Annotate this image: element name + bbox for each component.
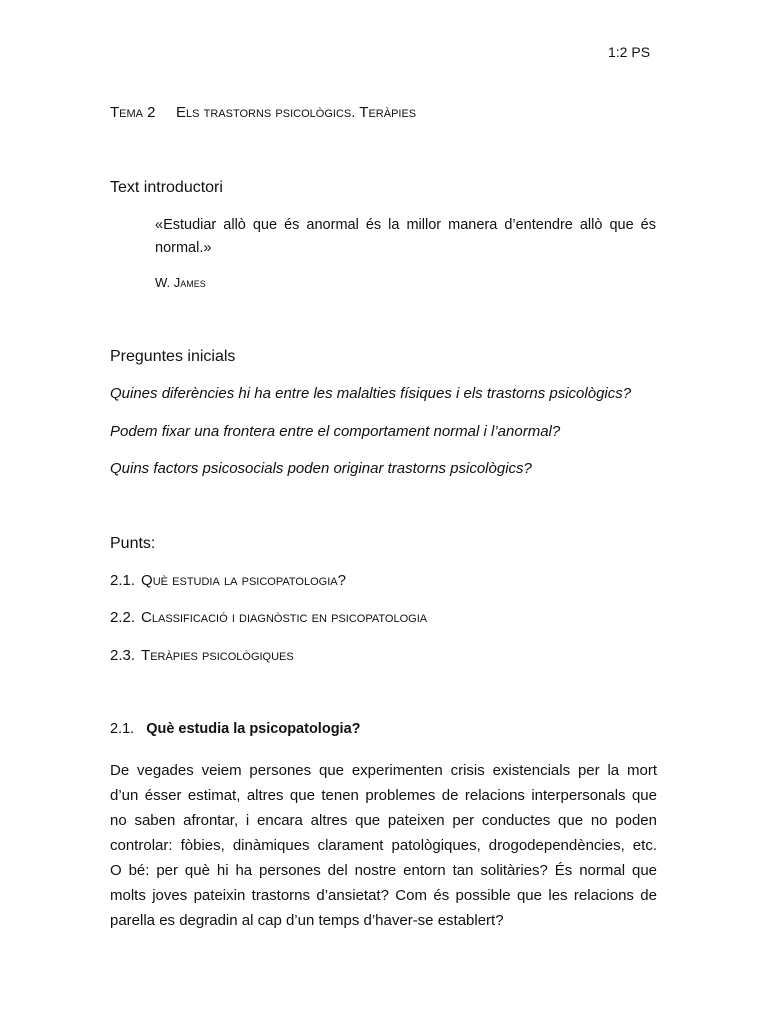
quote-author: W. James [155, 275, 206, 290]
unit-label: Tema 2 [110, 104, 156, 121]
body-line: no saben afrontar, i encara altres que pateixen per conductes que no poden [110, 812, 657, 829]
point-item [110, 609, 427, 626]
body-line: parella es degradin al cap d’un temps d’haver-se establert? [110, 912, 504, 929]
intro-quote: «Estudiar allò que és anormal és la millor manera d’entendre allò que és normal.» [155, 217, 656, 256]
section-body [110, 758, 657, 933]
page-number: 1:2 PS [608, 44, 651, 60]
body-line: O bé: per què hi ha persones del nostre entorn tan solitàries? És normal que [110, 862, 657, 879]
point-label: Què estudia la psicopatologia? [141, 572, 346, 589]
point-number: 2.2. [110, 609, 136, 626]
points-heading: Punts: [110, 535, 156, 552]
section-title: Què estudia la psicopatologia? [146, 721, 361, 737]
questions-heading: Preguntes inicials [110, 348, 236, 365]
body-line: De vegades veiem persones que experimenten crisis existencials per la mort [110, 762, 657, 779]
point-item [110, 572, 346, 589]
question-item: Podem fixar una frontera entre el comportament normal i l’anormal? [110, 423, 561, 440]
body-line: d’un ésser estimat, altres que tenen problemes de relacions interpersonals que [110, 787, 657, 804]
point-number: 2.1. [110, 572, 136, 589]
point-label: Teràpies psicològiques [141, 647, 294, 664]
section-number: 2.1. [110, 721, 135, 737]
point-item [110, 647, 294, 664]
point-label: Classificació i diagnòstic en psicopatologia [141, 609, 428, 626]
question-item: Quines diferències hi ha entre les malalties físiques i els trastorns psicològics? [110, 385, 632, 402]
point-number: 2.3. [110, 647, 136, 664]
section-heading [110, 721, 361, 737]
body-line: molts joves pateixin trastorns d’ansietat? Com és possible que les relacions de [110, 887, 657, 904]
unit-title: Els trastorns psicològics. Teràpies [176, 104, 417, 121]
intro-heading: Text introductori [110, 179, 223, 196]
question-item: Quins factors psicosocials poden originar trastorns psicològics? [110, 460, 532, 477]
body-line: controlar: fòbies, dinàmiques clarament patològiques, drogodependències, etc. [110, 837, 657, 854]
